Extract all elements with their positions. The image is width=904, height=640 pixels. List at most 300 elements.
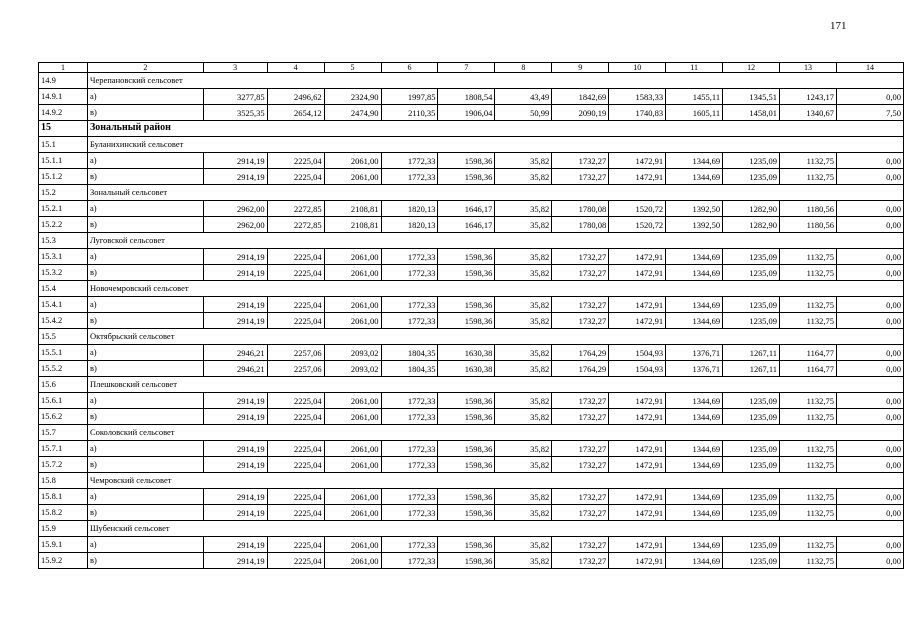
value-cell: 2914,19 [203,441,267,457]
value-cell: 2914,19 [203,249,267,265]
row-code: 15.7.2 [39,457,88,473]
value-cell: 2225,04 [267,297,324,313]
table-row [39,409,904,425]
value-cell: 1132,75 [780,297,837,313]
value-cell: 2225,04 [267,169,324,185]
row-label: в) [87,217,203,233]
row-label: в) [87,169,203,185]
value-cell: 35,82 [495,201,552,217]
value-cell: 1345,51 [723,89,780,105]
value-cell: 1282,90 [723,217,780,233]
value-cell: 1180,56 [780,217,837,233]
value-cell: 1740,83 [609,105,666,121]
value-cell: 1630,38 [438,345,495,361]
value-cell: 1772,33 [381,457,438,473]
value-cell: 1780,08 [552,217,609,233]
value-cell: 1458,01 [723,105,780,121]
section-code: 15 [39,121,88,137]
table-row [39,249,904,265]
value-cell: 1344,69 [666,489,723,505]
value-cell: 7,50 [836,105,903,121]
value-cell: 2225,04 [267,441,324,457]
value-cell: 2946,21 [203,345,267,361]
value-cell: 1132,75 [780,313,837,329]
row-code: 14.9.1 [39,89,88,105]
value-cell: 3277,85 [203,89,267,105]
value-cell: 0,00 [836,89,903,105]
value-cell: 1820,13 [381,201,438,217]
value-cell: 2061,00 [324,249,381,265]
value-cell: 1804,35 [381,345,438,361]
value-cell: 1472,91 [609,153,666,169]
value-cell: 1504,93 [609,361,666,377]
value-cell: 1598,36 [438,249,495,265]
section-name: Зональный сельсовет [87,185,903,201]
column-header: 2 [87,63,203,73]
value-cell: 1344,69 [666,313,723,329]
value-cell: 2108,81 [324,201,381,217]
value-cell: 1732,27 [552,457,609,473]
value-cell: 1732,27 [552,393,609,409]
row-label: а) [87,441,203,457]
value-cell: 2225,04 [267,505,324,521]
section-row [39,377,904,393]
value-cell: 1132,75 [780,153,837,169]
column-header: 14 [836,63,903,73]
value-cell: 0,00 [836,505,903,521]
section-code: 14.9 [39,73,88,89]
value-cell: 2061,00 [324,505,381,521]
row-label: а) [87,297,203,313]
value-cell: 2093,02 [324,361,381,377]
section-code: 15.1 [39,137,88,153]
value-cell: 35,82 [495,361,552,377]
table-row [39,105,904,121]
value-cell: 1235,09 [723,409,780,425]
value-cell: 35,82 [495,393,552,409]
value-cell: 2093,02 [324,345,381,361]
section-row [39,473,904,489]
value-cell: 1997,85 [381,89,438,105]
page-number: 171 [830,20,847,32]
section-name: Соколовский сельсовет [87,425,903,441]
value-cell: 1598,36 [438,553,495,569]
table-row [39,489,904,505]
value-cell: 0,00 [836,217,903,233]
value-cell: 1235,09 [723,441,780,457]
section-name: Новочемровский сельсовет [87,281,903,297]
value-cell: 2225,04 [267,153,324,169]
value-cell: 1132,75 [780,409,837,425]
value-cell: 1732,27 [552,489,609,505]
value-cell: 2225,04 [267,313,324,329]
value-cell: 1520,72 [609,217,666,233]
value-cell: 1504,93 [609,345,666,361]
value-cell: 2914,19 [203,409,267,425]
value-cell: 1472,91 [609,457,666,473]
value-cell: 2090,19 [552,105,609,121]
value-cell: 0,00 [836,457,903,473]
value-cell: 1598,36 [438,393,495,409]
value-cell: 2474,90 [324,105,381,121]
value-cell: 35,82 [495,537,552,553]
value-cell: 1376,71 [666,361,723,377]
value-cell: 2914,19 [203,265,267,281]
value-cell: 1583,33 [609,89,666,105]
value-cell: 35,82 [495,153,552,169]
value-cell: 1472,91 [609,409,666,425]
value-cell: 1455,11 [666,89,723,105]
value-cell: 1598,36 [438,409,495,425]
value-cell: 1772,33 [381,249,438,265]
section-code: 15.4 [39,281,88,297]
value-cell: 2061,00 [324,441,381,457]
value-cell: 35,82 [495,505,552,521]
value-cell: 1598,36 [438,457,495,473]
value-cell: 35,82 [495,249,552,265]
value-cell: 2061,00 [324,393,381,409]
value-cell: 2061,00 [324,169,381,185]
value-cell: 1772,33 [381,409,438,425]
value-cell: 1772,33 [381,553,438,569]
row-label: а) [87,489,203,505]
value-cell: 2962,00 [203,217,267,233]
value-cell: 1235,09 [723,505,780,521]
value-cell: 1598,36 [438,537,495,553]
value-cell: 1598,36 [438,441,495,457]
value-cell: 2914,19 [203,489,267,505]
value-cell: 1472,91 [609,169,666,185]
value-cell: 1392,50 [666,217,723,233]
value-cell: 2914,19 [203,505,267,521]
value-cell: 1132,75 [780,441,837,457]
value-cell: 1344,69 [666,249,723,265]
value-cell: 1772,33 [381,313,438,329]
value-cell: 2061,00 [324,553,381,569]
value-cell: 1772,33 [381,537,438,553]
value-cell: 1804,35 [381,361,438,377]
table-row [39,169,904,185]
value-cell: 1235,09 [723,457,780,473]
section-name: Буланихинский сельсовет [87,137,903,153]
row-code: 15.5.2 [39,361,88,377]
table-row [39,297,904,313]
value-cell: 1732,27 [552,313,609,329]
row-code: 15.9.1 [39,537,88,553]
column-header: 5 [324,63,381,73]
value-cell: 1472,91 [609,249,666,265]
value-cell: 2914,19 [203,553,267,569]
value-cell: 1344,69 [666,441,723,457]
row-label: в) [87,409,203,425]
row-code: 15.5.1 [39,345,88,361]
value-cell: 1132,75 [780,393,837,409]
section-name: Шубенский сельсовет [87,521,903,537]
table-row [39,345,904,361]
section-row [39,425,904,441]
value-cell: 1472,91 [609,297,666,313]
section-row [39,329,904,345]
table-row [39,201,904,217]
value-cell: 1164,77 [780,345,837,361]
value-cell: 2914,19 [203,169,267,185]
value-cell: 2272,85 [267,201,324,217]
value-cell: 1906,04 [438,105,495,121]
value-cell: 1282,90 [723,201,780,217]
row-code: 15.7.1 [39,441,88,457]
value-cell: 2061,00 [324,153,381,169]
section-code: 15.6 [39,377,88,393]
value-cell: 2061,00 [324,409,381,425]
column-header: 8 [495,63,552,73]
row-label: в) [87,313,203,329]
value-cell: 1132,75 [780,505,837,521]
value-cell: 1808,54 [438,89,495,105]
value-cell: 1764,29 [552,361,609,377]
value-cell: 2110,35 [381,105,438,121]
value-cell: 1132,75 [780,169,837,185]
row-label: а) [87,537,203,553]
section-name: Плешковский сельсовет [87,377,903,393]
value-cell: 1732,27 [552,297,609,313]
value-cell: 0,00 [836,537,903,553]
value-cell: 1472,91 [609,265,666,281]
value-cell: 1764,29 [552,345,609,361]
value-cell: 2225,04 [267,265,324,281]
value-cell: 1732,27 [552,249,609,265]
value-cell: 2225,04 [267,457,324,473]
value-cell: 0,00 [836,313,903,329]
value-cell: 2061,00 [324,489,381,505]
value-cell: 0,00 [836,489,903,505]
value-cell: 2225,04 [267,409,324,425]
value-cell: 2654,12 [267,105,324,121]
value-cell: 2061,00 [324,313,381,329]
value-cell: 1472,91 [609,489,666,505]
value-cell: 1732,27 [552,441,609,457]
value-cell: 1344,69 [666,153,723,169]
table-row [39,313,904,329]
value-cell: 2225,04 [267,553,324,569]
table-row [39,505,904,521]
value-cell: 0,00 [836,201,903,217]
value-cell: 3525,35 [203,105,267,121]
value-cell: 2225,04 [267,249,324,265]
column-header: 3 [203,63,267,73]
value-cell: 1132,75 [780,265,837,281]
value-cell: 1646,17 [438,217,495,233]
table-row [39,553,904,569]
section-code: 15.9 [39,521,88,537]
section-code: 15.2 [39,185,88,201]
value-cell: 2257,06 [267,361,324,377]
value-cell: 1472,91 [609,553,666,569]
value-cell: 1732,27 [552,409,609,425]
row-label: в) [87,265,203,281]
value-cell: 2496,62 [267,89,324,105]
value-cell: 35,82 [495,169,552,185]
table-row [39,537,904,553]
table-row [39,393,904,409]
row-code: 15.6.2 [39,409,88,425]
value-cell: 0,00 [836,441,903,457]
value-cell: 1732,27 [552,169,609,185]
value-cell: 1132,75 [780,489,837,505]
value-cell: 1646,17 [438,201,495,217]
table-body [39,63,904,569]
section-name: Чемровский сельсовет [87,473,903,489]
value-cell: 35,82 [495,489,552,505]
value-cell: 35,82 [495,265,552,281]
table-row [39,265,904,281]
value-cell: 1780,08 [552,201,609,217]
section-code: 15.7 [39,425,88,441]
column-header: 7 [438,63,495,73]
table-row [39,457,904,473]
value-cell: 1772,33 [381,441,438,457]
row-label: а) [87,345,203,361]
value-cell: 1267,11 [723,361,780,377]
value-cell: 2061,00 [324,537,381,553]
column-header: 6 [381,63,438,73]
value-cell: 2061,00 [324,265,381,281]
section-row [39,281,904,297]
value-cell: 1344,69 [666,265,723,281]
section-code: 15.5 [39,329,88,345]
district-row [39,121,904,137]
value-cell: 1235,09 [723,169,780,185]
column-header: 1 [39,63,88,73]
value-cell: 1472,91 [609,505,666,521]
value-cell: 1598,36 [438,153,495,169]
value-cell: 1598,36 [438,297,495,313]
value-cell: 1235,09 [723,265,780,281]
value-cell: 1732,27 [552,505,609,521]
column-header: 11 [666,63,723,73]
section-name: Луговской сельсовет [87,233,903,249]
row-code: 15.2.1 [39,201,88,217]
value-cell: 1392,50 [666,201,723,217]
value-cell: 1164,77 [780,361,837,377]
value-cell: 1235,09 [723,393,780,409]
value-cell: 1472,91 [609,393,666,409]
value-cell: 2324,90 [324,89,381,105]
row-code: 15.1.1 [39,153,88,169]
value-cell: 1598,36 [438,169,495,185]
value-cell: 35,82 [495,313,552,329]
value-cell: 35,82 [495,409,552,425]
value-cell: 1605,11 [666,105,723,121]
table-row [39,361,904,377]
value-cell: 1344,69 [666,297,723,313]
value-cell: 1772,33 [381,489,438,505]
value-cell: 1132,75 [780,249,837,265]
row-code: 15.8.2 [39,505,88,521]
value-cell: 1235,09 [723,297,780,313]
section-row [39,137,904,153]
value-cell: 1376,71 [666,345,723,361]
value-cell: 0,00 [836,249,903,265]
value-cell: 1344,69 [666,553,723,569]
row-label: в) [87,105,203,121]
section-row [39,233,904,249]
value-cell: 1472,91 [609,441,666,457]
section-row [39,521,904,537]
row-code: 15.4.1 [39,297,88,313]
value-cell: 50,99 [495,105,552,121]
row-label: а) [87,153,203,169]
section-name: Октябрьский сельсовет [87,329,903,345]
value-cell: 2914,19 [203,297,267,313]
row-code: 15.8.1 [39,489,88,505]
value-cell: 1598,36 [438,505,495,521]
row-label: в) [87,361,203,377]
column-header: 10 [609,63,666,73]
value-cell: 1772,33 [381,169,438,185]
value-cell: 1732,27 [552,265,609,281]
value-cell: 1344,69 [666,505,723,521]
row-code: 15.2.2 [39,217,88,233]
value-cell: 1772,33 [381,265,438,281]
value-cell: 43,49 [495,89,552,105]
row-code: 15.3.1 [39,249,88,265]
district-name: Зональный район [87,121,903,137]
section-row [39,73,904,89]
value-cell: 2225,04 [267,393,324,409]
value-cell: 2962,00 [203,201,267,217]
row-label: в) [87,553,203,569]
value-cell: 0,00 [836,153,903,169]
value-cell: 2914,19 [203,537,267,553]
value-cell: 35,82 [495,217,552,233]
value-cell: 1732,27 [552,553,609,569]
value-cell: 1772,33 [381,297,438,313]
section-code: 15.8 [39,473,88,489]
value-cell: 1820,13 [381,217,438,233]
row-code: 15.3.2 [39,265,88,281]
row-label: а) [87,201,203,217]
row-label: в) [87,457,203,473]
value-cell: 1235,09 [723,313,780,329]
value-cell: 1340,67 [780,105,837,121]
row-code: 15.6.1 [39,393,88,409]
header-row [39,63,904,73]
value-cell: 2914,19 [203,153,267,169]
row-label: а) [87,393,203,409]
value-cell: 1630,38 [438,361,495,377]
value-cell: 1732,27 [552,537,609,553]
value-cell: 35,82 [495,345,552,361]
section-name: Черепановский сельсовет [87,73,903,89]
value-cell: 35,82 [495,553,552,569]
value-cell: 2061,00 [324,457,381,473]
value-cell: 2061,00 [324,297,381,313]
value-cell: 1598,36 [438,313,495,329]
column-header: 12 [723,63,780,73]
value-cell: 1772,33 [381,393,438,409]
row-label: а) [87,249,203,265]
table-row [39,89,904,105]
table-row [39,217,904,233]
value-cell: 1772,33 [381,153,438,169]
value-cell: 1235,09 [723,537,780,553]
value-cell: 2914,19 [203,457,267,473]
value-cell: 1132,75 [780,537,837,553]
column-header: 4 [267,63,324,73]
value-cell: 1472,91 [609,313,666,329]
value-cell: 1132,75 [780,457,837,473]
row-code: 14.9.2 [39,105,88,121]
